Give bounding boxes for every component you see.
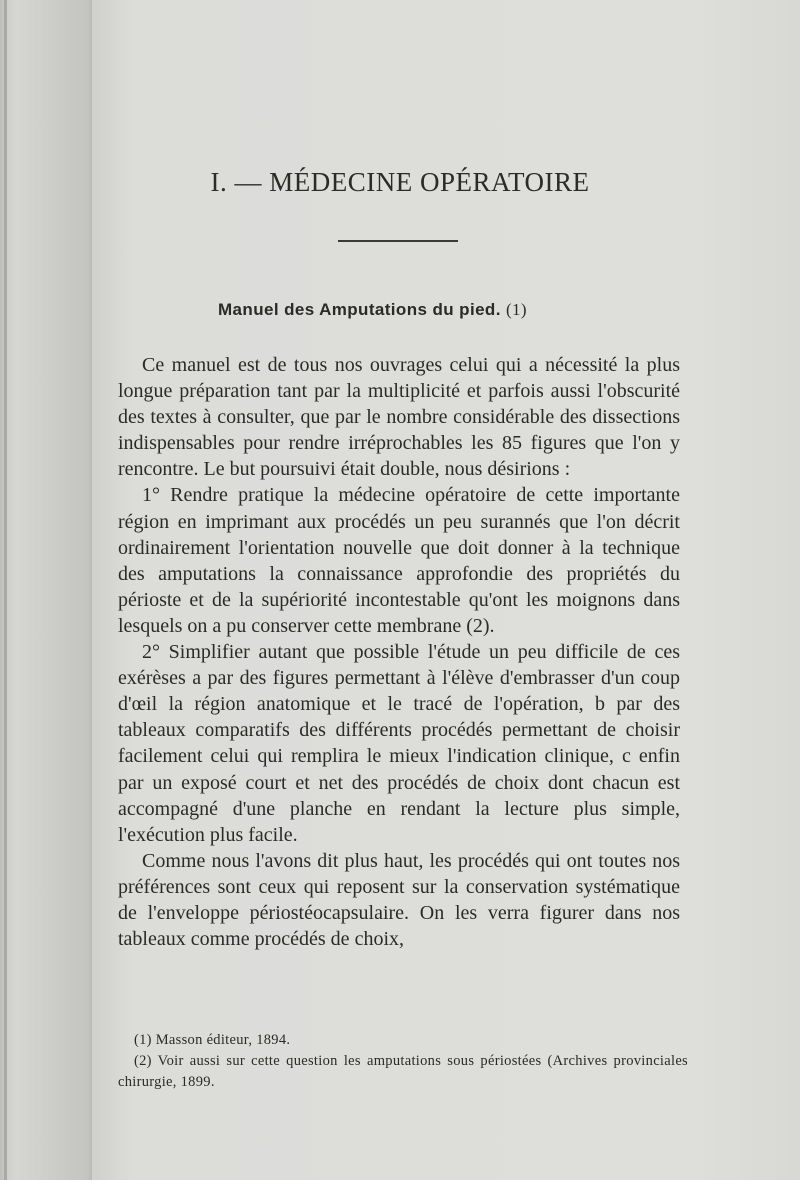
footnote-2: (2) Voir aussi sur cette question les amputations sous périostées (Archives provinciales chirurgie, 1899.: [118, 1053, 688, 1090]
section-heading: [218, 300, 527, 320]
paragraph-1: Ce manuel est de tous nos ouvrages celui qui a nécessité la plus longue préparation tant par la multiplicité et parfois aussi l'obscurité des textes à consulter, que par le nombre considérable des dissections indispensables pour rendre irréprochables les 85 figures que l'on y rencontre. Le but poursuivi était double, nous désirions :: [118, 354, 680, 481]
paragraph-2: 1° Rendre pratique la médecine opératoire de cette importante région en imprimant aux procédés un peu surannés que l'on décrit ordinairement l'orientation nouvelle que doit donner à la technique des amputations la connaissance approfondie des propriétés du périoste et de la supériorité incontestable qu'ont les moignons dans lesquels on a pu conserver cette membrane (2).: [118, 484, 680, 637]
paragraph-4: Comme nous l'avons dit plus haut, les procédés qui ont toutes nos préférences sont ceux qui reposent sur la conservation systématique de l'enveloppe périostéocapsulaire. On les verra figurer dans nos tableaux comme procédés de choix,: [118, 849, 680, 951]
footnote-ref: (1): [505, 300, 527, 319]
paragraph-3: 2° Simplifier autant que possible l'étude un peu difficile de ces exérèses a par des figures permettant à l'élève d'embrasser d'un coup d'œil la région anatomique et le tracé de l'opération, b par des tableaux comparatifs des différents procédés permettant de choisir facilement celui qui remplira le mieux l'indication clinique, c enfin par un exposé court et net des procédés de choix dont chacun est accompagné d'une planche en rendant la lecture plus simple, l'exécution plus facile.: [118, 641, 680, 846]
section-heading-text: Manuel des Amputations du pied.: [218, 300, 501, 319]
body-text: [118, 352, 680, 952]
title-rule: [338, 240, 458, 242]
footnotes: [118, 1030, 688, 1093]
chapter-title: I. — MÉDECINE OPÉRATOIRE: [210, 167, 590, 197]
footnote-1: (1) Masson éditeur, 1894.: [134, 1032, 291, 1048]
